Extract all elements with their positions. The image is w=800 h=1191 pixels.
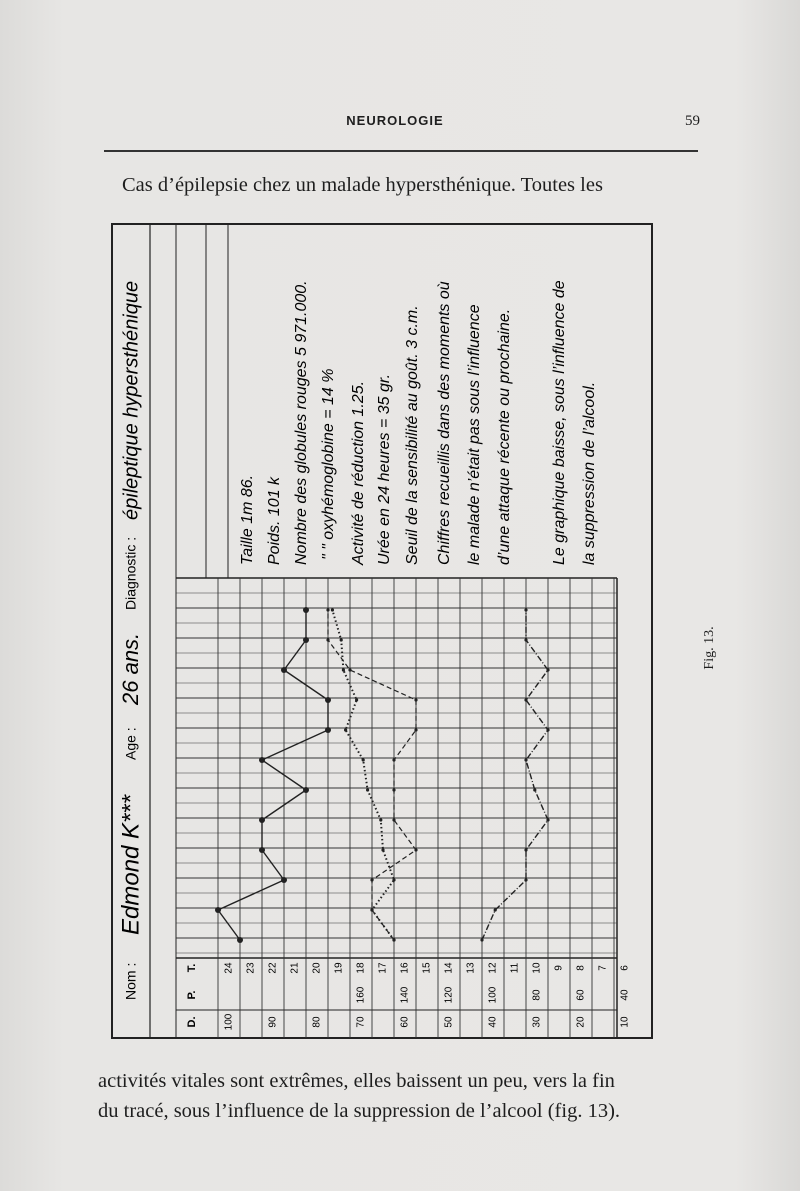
paragraph-line-2: activités vitales sont extrêmes, elles baissent un peu, vers la fin (98, 1070, 615, 1092)
data-point-dashed (414, 728, 417, 731)
data-point-dotted (342, 668, 345, 671)
data-point-dash-dot (524, 638, 527, 641)
data-point-solid (215, 907, 221, 913)
scale-tick-d: 10 (619, 1016, 631, 1028)
scale-tick-t: 17 (377, 962, 389, 974)
handwritten-note: Urée en 24 heures = 35 gr. (376, 373, 394, 565)
data-point-dash-dot (524, 848, 527, 851)
handwritten-note: Nombre des globules rouges 5 971.000. (293, 280, 311, 565)
data-point-solid (259, 847, 265, 853)
scale-tick-t: 9 (553, 965, 565, 971)
scale-tick-t: 14 (443, 962, 455, 974)
handwritten-note: la suppression de l’alcool. (581, 381, 599, 565)
intro-paragraph-line: Cas d’épilepsie chez un malade hypersthénique. Toutes les (122, 174, 603, 196)
data-point-dash-dot (480, 938, 483, 941)
data-point-dotted (379, 818, 382, 821)
handwritten-note: Poids. 101 k (266, 476, 284, 565)
data-point-solid (303, 637, 309, 643)
scale-tick-d: 40 (487, 1016, 499, 1028)
data-point-dashed (370, 908, 373, 911)
data-point-dash-dot (524, 608, 527, 611)
data-point-dotted (366, 788, 369, 791)
handwritten-note: Activité de réduction 1.25. (350, 380, 368, 565)
axis-header-t: T. (185, 963, 198, 973)
scale-tick-d: 30 (531, 1016, 543, 1028)
data-point-dotted (381, 848, 384, 851)
data-point-dash-dot (546, 818, 549, 821)
handwritten-note: d’une attaque récente ou prochaine. (496, 308, 514, 565)
running-title: NEUROLOGIE (346, 113, 444, 128)
data-point-dash-dot (524, 758, 527, 761)
scale-tick-d: 80 (311, 1016, 323, 1028)
scale-tick-t: 13 (465, 962, 477, 974)
handwritten-note: Seuil de la sensibilité au goût. 3 c.m. (404, 305, 422, 565)
paragraph-line-3: du tracé, sous l’influence de la suppression de l’alcool (fig. 13). (98, 1100, 621, 1122)
scale-tick-t: 22 (267, 962, 279, 974)
scale-tick-d: 70 (355, 1016, 367, 1028)
data-point-dotted (344, 728, 347, 731)
data-point-dashed (326, 608, 329, 611)
data-point-dash-dot (494, 908, 497, 911)
data-point-dash-dot (524, 698, 527, 701)
patient-age-label: Age : (122, 727, 139, 760)
scale-tick-t: 12 (487, 962, 499, 974)
data-point-dashed (414, 848, 417, 851)
scale-tick-p: 60 (575, 989, 587, 1001)
data-point-solid (237, 937, 243, 943)
scale-tick-t: 23 (245, 962, 257, 974)
scale-tick-d: 60 (399, 1016, 411, 1028)
scale-tick-d: 90 (267, 1016, 279, 1028)
data-point-dashed (348, 668, 351, 671)
figure-frame (112, 224, 652, 1038)
data-point-dash-dot (533, 788, 536, 791)
scale-tick-d: 50 (443, 1016, 455, 1028)
scale-tick-d: 20 (575, 1016, 587, 1028)
patient-name-value: Edmond K*** (117, 794, 145, 935)
axis-header-p: P. (185, 990, 198, 1000)
data-point-dotted (362, 758, 365, 761)
handwritten-note: Taille 1m 86. (239, 474, 257, 565)
data-point-dashed (392, 788, 395, 791)
scale-tick-t: 24 (223, 962, 235, 974)
page-number: 59 (685, 113, 700, 129)
data-point-dashed (326, 638, 329, 641)
scale-tick-t: 7 (597, 965, 609, 971)
scale-tick-t: 10 (531, 962, 543, 974)
data-point-dotted (340, 638, 343, 641)
data-point-dashed (392, 818, 395, 821)
handwritten-note: Le graphique baisse, sous l’influence de (551, 280, 569, 565)
data-point-dashed (370, 878, 373, 881)
scale-tick-d: 100 (223, 1013, 235, 1031)
scale-tick-t: 19 (333, 962, 345, 974)
scale-tick-t: 20 (311, 962, 323, 974)
handwritten-note: le malade n’était pas sous l’influence (466, 304, 484, 565)
scale-tick-t: 6 (619, 965, 631, 971)
data-point-dashed (392, 938, 395, 941)
data-point-solid (303, 787, 309, 793)
data-point-dotted (392, 878, 395, 881)
data-point-solid (259, 817, 265, 823)
data-point-dash-dot (546, 728, 549, 731)
data-point-dash-dot (546, 668, 549, 671)
data-point-dotted (331, 608, 334, 611)
figure-caption: Fig. 13. (702, 626, 717, 670)
scale-tick-p: 80 (531, 989, 543, 1001)
data-point-dashed (392, 758, 395, 761)
scale-tick-p: 140 (399, 986, 411, 1004)
series-line-solid (218, 610, 328, 940)
patient-name-label: Nom : (122, 962, 139, 1000)
data-point-solid (281, 667, 287, 673)
scale-tick-p: 100 (487, 986, 499, 1004)
data-point-dash-dot (524, 878, 527, 881)
axis-header-d: D. (185, 1016, 198, 1028)
scale-tick-t: 15 (421, 962, 433, 974)
data-point-dotted (355, 698, 358, 701)
data-point-solid (325, 727, 331, 733)
scale-tick-p: 120 (443, 986, 455, 1004)
scale-tick-t: 16 (399, 962, 411, 974)
scale-tick-t: 18 (355, 962, 367, 974)
handwritten-note: " " oxyhémoglobine = 14 % (320, 368, 338, 560)
data-point-solid (325, 697, 331, 703)
scale-tick-t: 11 (509, 962, 521, 974)
scale-tick-t: 21 (289, 962, 301, 974)
patient-age-value: 26 ans. (117, 632, 143, 705)
scale-tick-t: 8 (575, 965, 587, 971)
diagnostic-label: Diagnostic : (122, 536, 139, 610)
scale-tick-p: 40 (619, 989, 631, 1001)
handwritten-note: Chiffres recueillis dans des moments où (436, 281, 454, 565)
data-point-solid (303, 607, 309, 613)
scale-tick-p: 160 (355, 986, 367, 1004)
data-point-solid (281, 877, 287, 883)
series-line-dash-dot (482, 610, 548, 940)
diagnostic-value: épileptique hypersthénique (120, 280, 143, 520)
data-point-solid (259, 757, 265, 763)
data-point-dashed (414, 698, 417, 701)
